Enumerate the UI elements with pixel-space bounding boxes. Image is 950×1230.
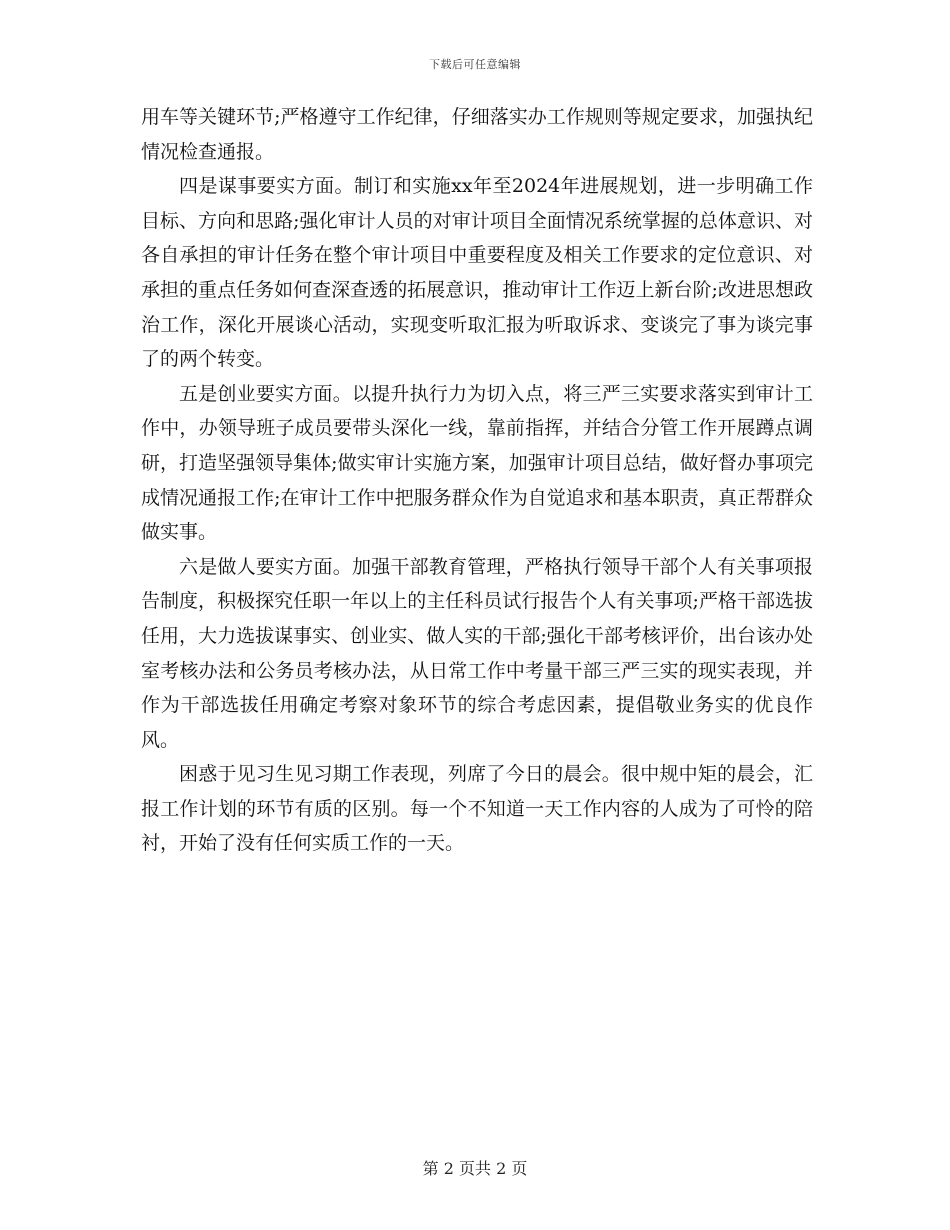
page-number: 第 2 页共 2 页 [422,1159,528,1178]
paragraph-item-4: 四是谋事要实方面。制订和实施xx年至2024年进展规划，进一步明确工作目标、方向和思路;强化审计人员的对审计项目全面情况系统掌握的总体意识、对各自承担的审计任务在整个审计项目中重要程度及相关工作要求的定位意识、对承担的重点任务如何查深查透的拓展意识，推动审计工作迈上新台阶;改进思想政治工作，深化开展谈心活动，实现变听取汇报为听取诉求、变谈完了事为谈完事了的两个转变。 [141,175,813,371]
document-body [141,100,813,861]
page-header: 下载后可任意编辑 [429,58,521,71]
paragraph-item-6: 六是做人要实方面。加强干部教育管理，严格执行领导干部个人有关事项报告制度，积极探究任职一年以上的主任科员试行报告个人有关事项;严格干部选拔任用，大力选拔谋事实、创业实、做人实的干部;强化干部考核评价，出台该办处室考核办法和公务员考核办法，从日常工作中考量干部三严三实的现实表现，并作为干部选拔任用确定考察对象环节的综合考虑因素，提倡敬业务实的优良作风。 [141,555,813,751]
paragraph-item-5: 五是创业要实方面。以提升执行力为切入点，将三严三实要求落实到审计工作中，办领导班子成员要带头深化一线，靠前指挥，并结合分管工作开展蹲点调研，打造坚强领导集体;做实审计实施方案，加强审计项目总结，做好督办事项完成情况通报工作;在审计工作中把服务群众作为自觉追求和基本职责，真正帮群众做实事。 [141,382,813,544]
paragraph-continuation: 用车等关键环节;严格遵守工作纪律，仔细落实办工作规则等规定要求，加强执纪情况检查通报。 [141,106,813,163]
paragraph-closing: 困惑于见习生见习期工作表现，列席了今日的晨会。很中规中矩的晨会，汇报工作计划的环节有质的区别。每一个不知道一天工作内容的人成为了可怜的陪衬，开始了没有任何实质工作的一天。 [141,763,813,855]
